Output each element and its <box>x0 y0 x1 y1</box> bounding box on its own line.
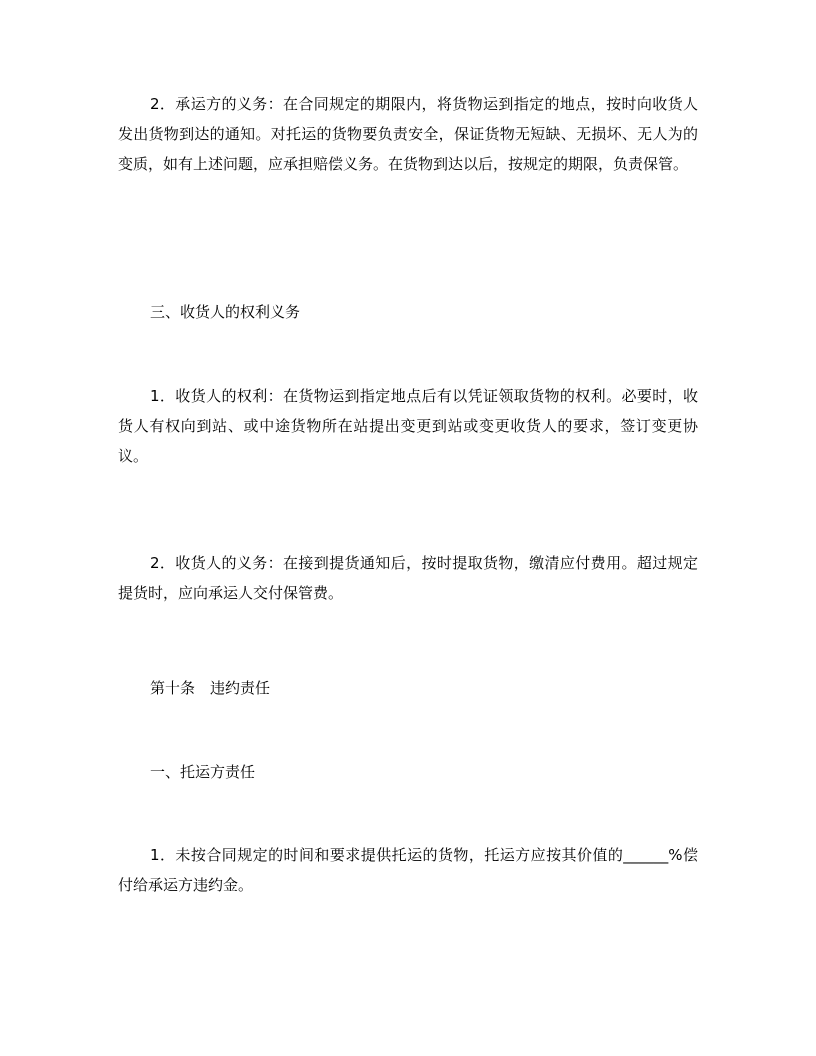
paragraph-carrier-obligations: 2．承运方的义务：在合同规定的期限内，将货物运到指定的地点，按时向收货人发出货物到达的通知。对托运的货物要负责安全，保证货物无短缺、无损坏、无人为的变质，如有上述问题，应承担赔偿义务。在货物到达以后，按规定的期限，负责保管。 <box>118 95 698 173</box>
article-heading-liability: 第十条 违约责任 <box>150 679 271 697</box>
paragraph-consignee-rights: 1．收货人的权利：在货物运到指定地点后有以凭证领取货物的权利。必要时，收货人有权向到站、或中途货物所在站提出变更到站或变更收货人的要求，签订变更协议。 <box>118 387 698 465</box>
section-heading-shipper-liability: 一、托运方责任 <box>150 763 256 781</box>
section-heading-consignee-rights: 三、收货人的权利义务 <box>150 303 301 321</box>
paragraph-shipper-penalty: 1．未按合同规定的时间和要求提供托运的货物，托运方应按其价值的______%偿付给承运方违约金。 <box>118 846 698 894</box>
paragraph-consignee-obligations: 2．收货人的义务：在接到提货通知后，按时提取货物，缴清应付费用。超过规定提货时，应向承运人交付保管费。 <box>118 554 698 602</box>
